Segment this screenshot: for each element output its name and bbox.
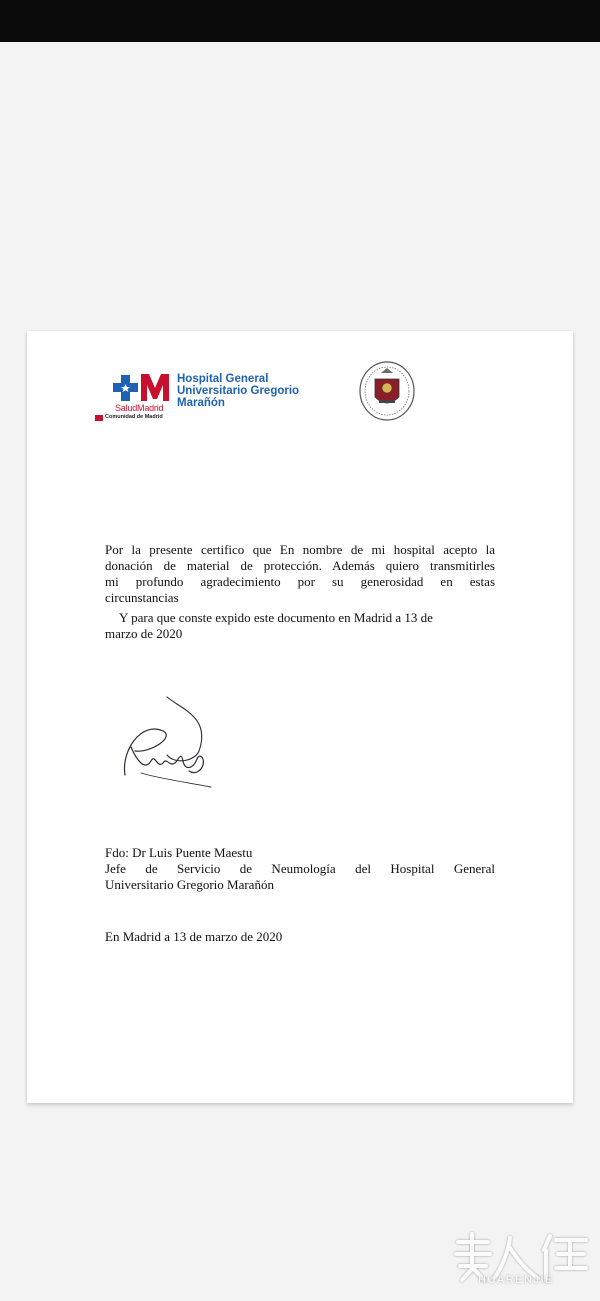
region-flag-icon [95,415,103,421]
university-seal-icon [357,359,417,423]
region-text: Comunidad de Madrid [105,414,163,420]
status-bar [0,0,600,42]
salud-madrid-logo-icon [113,371,175,405]
region-label [105,414,163,420]
text-line: Universitario Gregorio Marañón [105,877,274,892]
text-line: Por la presente certifico que En nombre de mi hospital acepto la [105,542,495,557]
closing-date: En Madrid a 13 de marzo de 2020 [105,929,283,944]
hospital-name: Hospital General Universitario Gregorio Marañón [177,373,300,409]
issuance-paragraph [105,610,495,642]
text-line: Y para que conste expido este documento en Madrid a 13 de [119,610,433,625]
text-line: Jefe de Servicio de Neumología del Hospital General [105,861,495,876]
brand-text: SaludMadrid [115,403,164,413]
watermark-text: HUARENJIE [478,1274,554,1286]
document-page [27,331,573,1103]
text-line: mi profundo agradecimiento por su generosidad en estas [105,574,495,589]
text-line: marzo de 2020 [105,626,183,641]
text-line: Fdo: Dr Luis Puente Maestu [105,845,253,860]
signatory-block [105,845,495,893]
handwritten-signature [111,691,221,791]
certificate-paragraph [105,542,495,606]
text-line: circunstancias [105,590,179,605]
text-line: donación de material de protección. Además quiero transmitirles [105,558,495,573]
